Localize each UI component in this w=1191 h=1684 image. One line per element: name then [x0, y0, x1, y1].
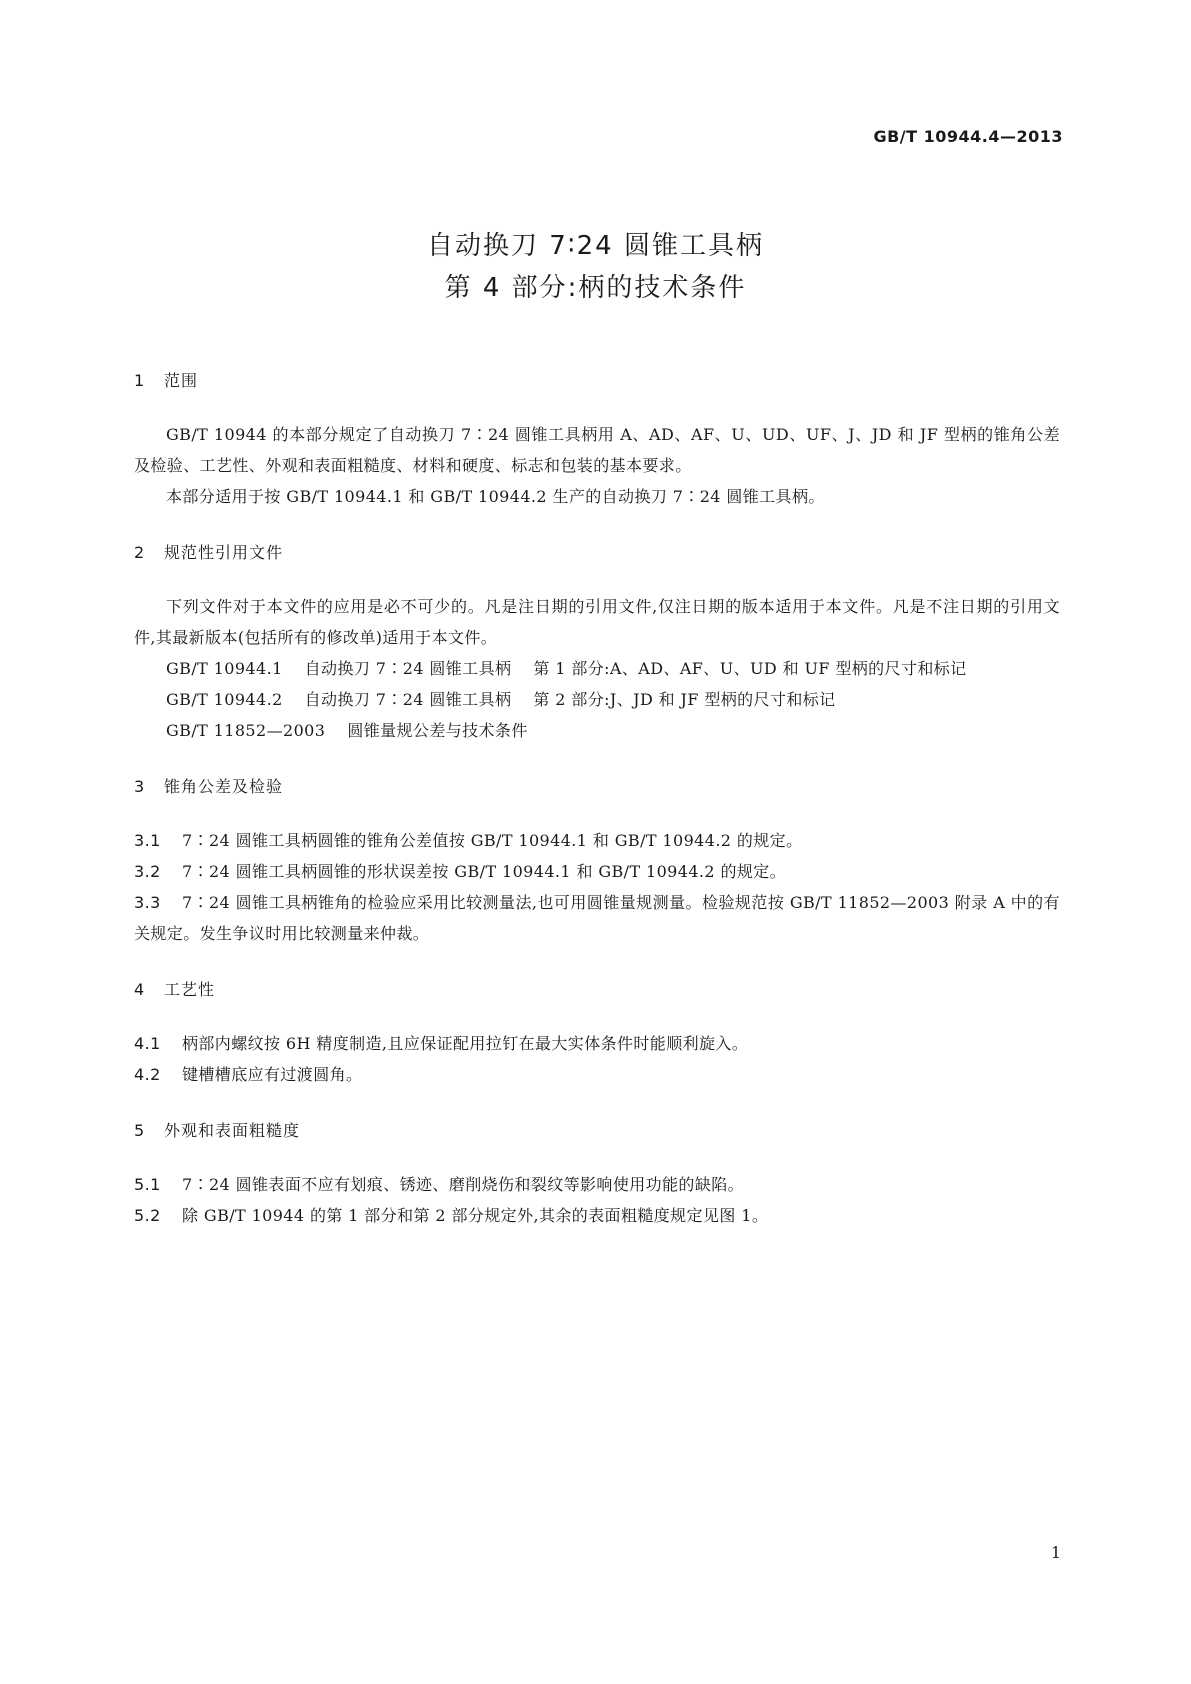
clause-number: 5.2 — [134, 1206, 161, 1225]
reference-entry — [134, 653, 1060, 684]
section-heading-scope — [134, 370, 1060, 392]
section-number: 1 — [134, 371, 146, 390]
section-number: 4 — [134, 980, 146, 999]
reference-title: 自动换刀 7∶24 圆锥工具柄 — [304, 659, 512, 678]
clause-text: 7∶24 圆锥工具柄锥角的检验应采用比较测量法,也可用圆锥量规测量。检验规范按 GB/T 11852—2003 附录 A 中的有关规定。发生争议时用比较测量来仲裁。 — [134, 893, 1060, 943]
clause-text: 键槽槽底应有过渡圆角。 — [182, 1065, 363, 1084]
section-heading-manufacturability — [134, 979, 1060, 1001]
clause — [134, 1200, 1060, 1231]
clause — [134, 887, 1060, 949]
reference-title: 圆锥量规公差与技术条件 — [347, 721, 528, 740]
clause-number: 5.1 — [134, 1175, 161, 1194]
reference-code: GB/T 11852—2003 — [166, 721, 326, 740]
reference-entry — [134, 684, 1060, 715]
section-title: 范围 — [164, 371, 199, 390]
clause-number: 4.2 — [134, 1065, 161, 1084]
clause-number: 3.3 — [134, 893, 161, 912]
section-title: 锥角公差及检验 — [164, 777, 284, 796]
clause — [134, 1028, 1060, 1059]
clause-number: 3.2 — [134, 862, 161, 881]
reference-code: GB/T 10944.1 — [166, 659, 283, 678]
section-title: 外观和表面粗糙度 — [164, 1121, 301, 1140]
document-title-line2: 第 4 部分:柄的技术条件 — [444, 273, 747, 303]
section-number: 5 — [134, 1121, 146, 1140]
clause-text: 除 GB/T 10944 的第 1 部分和第 2 部分规定外,其余的表面粗糙度规定见图 1。 — [182, 1206, 769, 1225]
clause-text: 7∶24 圆锥表面不应有划痕、锈迹、磨削烧伤和裂纹等影响使用功能的缺陷。 — [182, 1175, 745, 1194]
document-title-line1: 自动换刀 7∶24 圆锥工具柄 — [427, 231, 764, 261]
section-title: 工艺性 — [164, 980, 216, 999]
reference-code: GB/T 10944.2 — [166, 690, 283, 709]
clause-text: 7∶24 圆锥工具柄圆锥的形状误差按 GB/T 10944.1 和 GB/T 10944.2 的规定。 — [182, 862, 787, 881]
clause — [134, 1059, 1060, 1090]
clause-number: 4.1 — [134, 1034, 161, 1053]
reference-part: 第 2 部分:J、JD 和 JF 型柄的尺寸和标记 — [533, 690, 836, 709]
paragraph: 下列文件对于本文件的应用是必不可少的。凡是注日期的引用文件,仅注日期的版本适用于本文件。凡是不注日期的引用文件,其最新版本(包括所有的修改单)适用于本文件。 — [134, 597, 1060, 647]
section-number: 3 — [134, 777, 146, 796]
section-number: 2 — [134, 543, 146, 562]
reference-title: 自动换刀 7∶24 圆锥工具柄 — [304, 690, 512, 709]
reference-entry — [134, 715, 1060, 746]
section-heading-normative-references — [134, 542, 1060, 564]
clause — [134, 1169, 1060, 1200]
reference-part: 第 1 部分:A、AD、AF、U、UD 和 UF 型柄的尺寸和标记 — [533, 659, 967, 678]
clause-text: 7∶24 圆锥工具柄圆锥的锥角公差值按 GB/T 10944.1 和 GB/T 10944.2 的规定。 — [182, 831, 803, 850]
section-title: 规范性引用文件 — [164, 543, 284, 562]
document-body — [134, 370, 1060, 1231]
clause — [134, 856, 1060, 887]
section-heading-cone-angle-tolerance — [134, 776, 1060, 798]
clause — [134, 825, 1060, 856]
clause-number: 3.1 — [134, 831, 161, 850]
clause-text: 柄部内螺纹按 6H 精度制造,且应保证配用拉钉在最大实体条件时能顺利旋入。 — [182, 1034, 749, 1053]
paragraph: GB/T 10944 的本部分规定了自动换刀 7∶24 圆锥工具柄用 A、AD、AF、U、UD、UF、J、JD 和 JF 型柄的锥角公差及检验、工艺性、外观和表面粗糙度、材料和硬度、标志和包装的基本要求。 — [134, 425, 1060, 475]
standard-number: GB/T 10944.4—2013 — [873, 127, 1063, 146]
paragraph: 本部分适用于按 GB/T 10944.1 和 GB/T 10944.2 生产的自动换刀 7∶24 圆锥工具柄。 — [166, 487, 825, 506]
page-number: 1 — [1050, 1543, 1061, 1562]
section-heading-appearance-roughness — [134, 1120, 1060, 1142]
